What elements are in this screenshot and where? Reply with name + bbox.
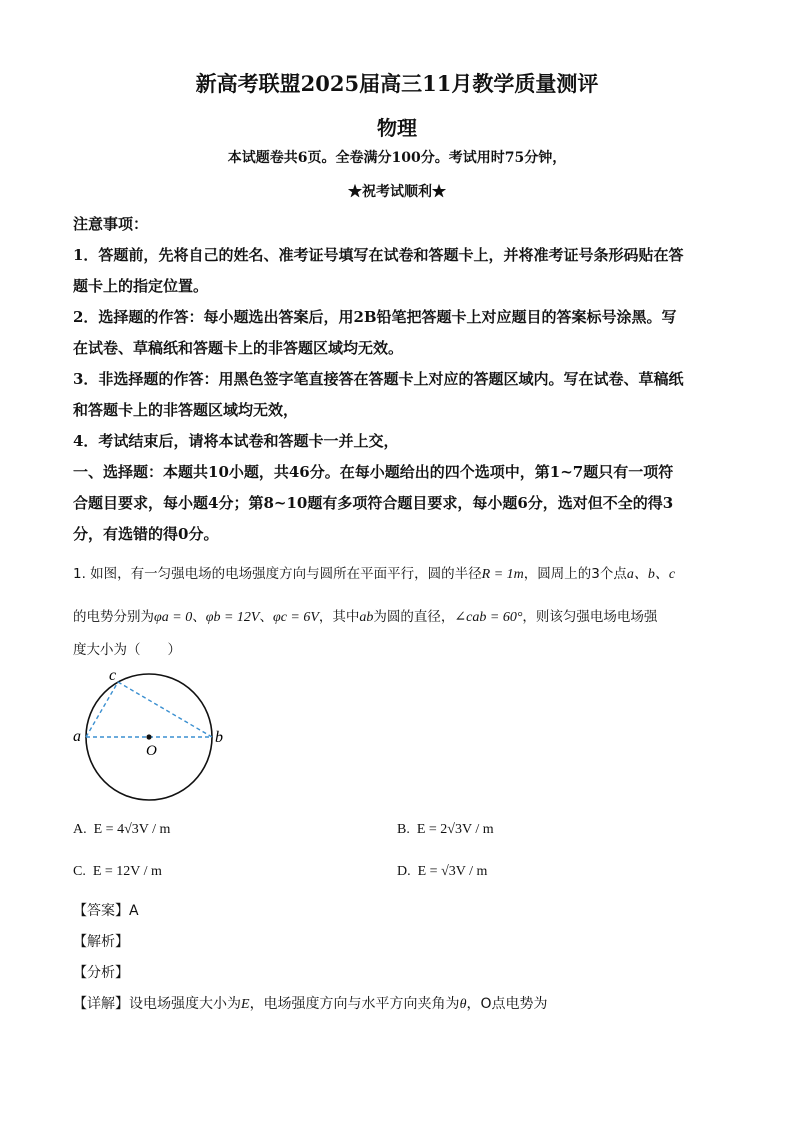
diameter-label: ab: [359, 610, 374, 625]
label-a: a: [73, 728, 81, 745]
option-a-text: E = 4√3V / m: [93, 822, 171, 837]
detail-text-2: ，电场强度方向与水平方向夹角为: [249, 996, 460, 1012]
notes-heading: 注意事项：: [73, 215, 149, 233]
note-3-line1: 3．非选择题的作答：用黑色签字笔直接答在答题卡上对应的答题区域内。写在试卷、草稿纸: [73, 370, 684, 388]
note-2-line1: 2．选择题的作答：每小题选出答案后，用2B铅笔把答题卡上对应题目的答案标号涂黑。写: [73, 308, 677, 326]
detail-text-3: ，O点电势为: [466, 996, 548, 1012]
label-c: c: [109, 667, 117, 684]
q1-text-6: ，则该匀强电场电场强: [522, 609, 658, 625]
q1-text-5: 为圆的直径，: [373, 609, 455, 625]
option-b-label: B.: [397, 822, 410, 837]
note-4: 4．考试结束后，请将本试卷和答题卡一并上交，: [73, 432, 399, 450]
q1-text-3: 的电势分别为: [73, 609, 154, 625]
note-3-line2: 和答题卡上的非答题区域均无效，: [73, 401, 299, 419]
q1-line1: [73, 562, 723, 583]
label-b: b: [215, 729, 223, 746]
chord-cb: [118, 682, 212, 737]
option-d-text: E = √3V / m: [417, 864, 488, 879]
section1-line3: 分，有选错的得0分。: [73, 525, 219, 543]
detail-line: [73, 993, 547, 1013]
option-b-text: E = 2√3V / m: [416, 822, 494, 837]
note-3: [73, 364, 723, 426]
phi-c: φc = 6V: [272, 610, 319, 625]
detail-theta: θ: [459, 997, 467, 1012]
option-d[interactable]: [397, 864, 487, 880]
option-a[interactable]: [73, 822, 170, 838]
fenxi-heading: 【分析】: [73, 965, 129, 981]
note-2-line2: 在试卷、草稿纸和答题卡上的非答题区域均无效。: [73, 339, 404, 357]
q1-text: 1. 如图，有一匀强电场的电场强度方向与圆所在平面平行，圆的半径: [73, 566, 482, 582]
phi-a: φa = 0: [154, 610, 193, 625]
sep: 、: [192, 609, 206, 625]
q1-line2: [73, 605, 723, 626]
label-o: O: [146, 743, 157, 759]
good-luck: ★祝考试顺利★: [348, 184, 446, 200]
angle-value: ∠cab = 60°: [454, 610, 523, 625]
section1-instructions: [73, 457, 723, 550]
section1-line2: 合题目要求，每小题4分；第8~10题有多项符合题目要求，每小题6分，选对但不全的得3: [73, 494, 674, 512]
note-1-line1: 1．答题前，先将自己的姓名、准考证号填写在试卷和答题卡上，并将准考证号条形码贴在答: [73, 246, 684, 264]
note-2: [73, 302, 723, 364]
option-c[interactable]: [73, 864, 162, 880]
radius-value: R = 1m: [481, 567, 524, 582]
exam-info: 本试题卷共6页。全卷满分100分。考试用时75分钟，: [227, 150, 567, 166]
answer-line: 【答案】A: [73, 903, 139, 919]
option-a-label: A.: [73, 822, 87, 837]
phi-b: φb = 12V: [205, 610, 260, 625]
option-b[interactable]: [397, 822, 494, 838]
q1-text-2: ，圆周上的3个点: [523, 566, 627, 582]
circle-diagram: [68, 665, 228, 805]
center-point: [146, 734, 151, 739]
option-d-label: D.: [397, 864, 411, 879]
analysis-heading: 【解析】: [73, 934, 129, 950]
note-1: [73, 240, 723, 302]
chord-ac: [86, 682, 118, 737]
section1-line1: 一、选择题：本题共10小题，共46分。在每小题给出的四个选项中，第1~7题只有一项符: [73, 463, 674, 481]
sep: 、: [259, 609, 273, 625]
q1-text-4: ，其中: [318, 609, 360, 625]
detail-e: E: [241, 997, 250, 1012]
detail-text: 【详解】设电场强度大小为: [73, 996, 241, 1012]
point-labels: a、b、c: [626, 567, 676, 582]
option-c-text: E = 12V / m: [92, 864, 162, 879]
subject-title: 物理: [377, 116, 417, 140]
q1-line3: 度大小为（ ）: [73, 642, 181, 658]
note-1-line2: 题卡上的指定位置。: [73, 277, 209, 295]
option-c-label: C.: [73, 864, 86, 879]
exam-title: 新高考联盟2025届高三11月教学质量测评: [195, 71, 599, 96]
